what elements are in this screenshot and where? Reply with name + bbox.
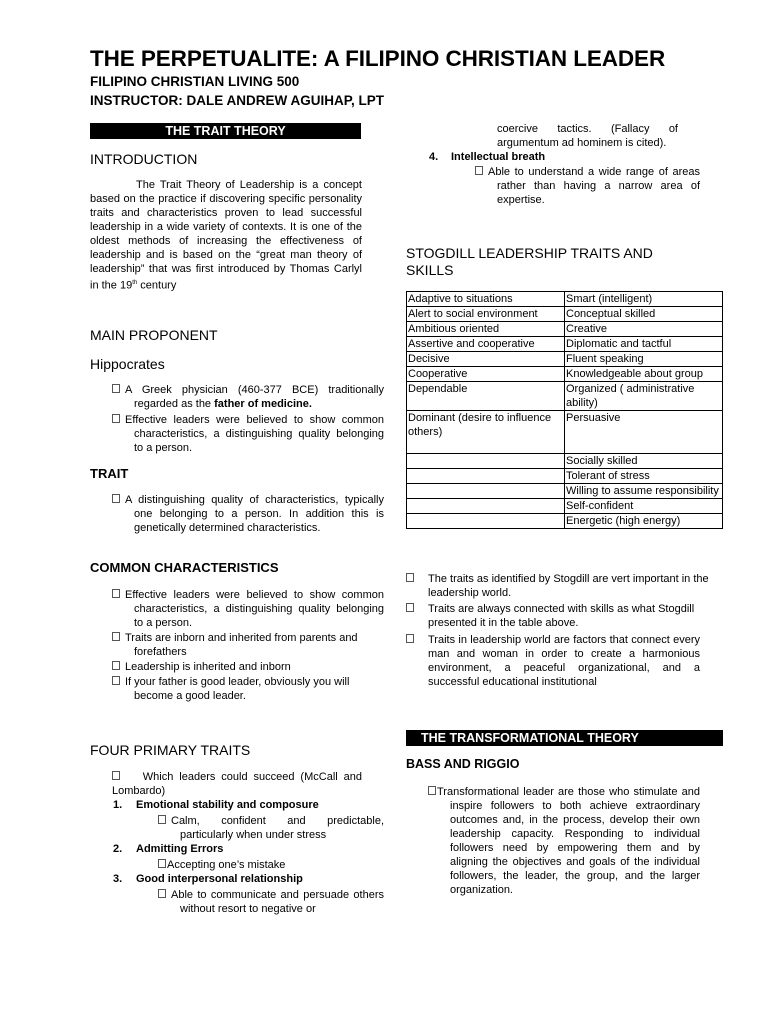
table-row: [407, 411, 723, 454]
table-row: [407, 484, 723, 499]
skill-cell: Creative: [565, 322, 723, 337]
skill-cell: Self-confident: [565, 499, 723, 514]
proponent-name: Hippocrates: [90, 356, 165, 372]
trait-3-bullet: Able to communicate and persuade others without resort to negative or: [158, 888, 384, 916]
table-row: [407, 367, 723, 382]
skill-cell: Energetic (high energy): [565, 514, 723, 529]
table-row: [407, 322, 723, 337]
common-characteristics-heading: COMMON CHARACTERISTICS: [90, 560, 279, 575]
proponent-bullet-1: A Greek physician (460-377 BCE) traditionally regarded as the father of medicine.: [112, 383, 384, 411]
main-proponent-heading: MAIN PROPONENT: [90, 327, 218, 343]
trait-1-bullet: Calm, confident and predictable, particularly when under stress: [158, 814, 384, 842]
bullet-box-icon: [112, 589, 120, 598]
trait-4-number: 4.: [429, 151, 439, 163]
trait-theory-banner: THE TRAIT THEORY: [90, 123, 361, 139]
table-row: [407, 352, 723, 367]
table-row: [407, 292, 723, 307]
bullet-box-icon: [406, 634, 414, 643]
document-title: THE PERPETUALITE: A FILIPINO CHRISTIAN LEADER: [90, 46, 666, 71]
trait-cell: [407, 454, 565, 469]
bass-and-riggio-heading: BASS AND RIGGIO: [406, 757, 520, 771]
stogdill-bullet-3: Traits in leadership world are factors that connect every man and woman in order to create a harmonious environment, a peaceful organizational, and a successful educational institutional: [406, 633, 700, 689]
table-row: [407, 499, 723, 514]
skill-cell: Diplomatic and tactful: [565, 337, 723, 352]
trait-3-number: 3.: [113, 873, 123, 885]
table-row: [407, 454, 723, 469]
four-traits-intro: Which leaders could succeed (McCall and Lombardo): [112, 771, 362, 797]
trait-cell: [407, 514, 565, 529]
bullet-box-icon: [112, 384, 120, 393]
common-bullet-4: If your father is good leader, obviously you will become a good leader.: [112, 675, 384, 703]
bullet-box-icon: [112, 676, 120, 685]
trait-1-number: 1.: [113, 799, 123, 811]
skill-cell: Willing to assume responsibility: [565, 484, 723, 499]
bullet-box-icon: [406, 573, 414, 582]
skill-cell: Conceptual skilled: [565, 307, 723, 322]
table-row: [407, 337, 723, 352]
skill-cell: Tolerant of stress: [565, 469, 723, 484]
bullet-box-icon: [112, 494, 120, 503]
trait-bullet: A distinguishing quality of characteristics, typically one belonging to a person. In addition this is genetically determined characteristics.: [112, 493, 384, 535]
common-bullet-3: Leadership is inherited and inborn: [112, 660, 384, 674]
bullet-box-icon: [406, 603, 414, 612]
stogdill-bullet-2: Traits are always connected with skills as what Stogdill presented it in the table above.: [406, 602, 744, 630]
bullet-box-icon: [158, 815, 166, 824]
transformational-theory-banner: THE TRANSFORMATIONAL THEORY: [406, 730, 723, 746]
skill-cell: Knowledgeable about group: [565, 367, 723, 382]
introduction-paragraph: The Trait Theory of Leadership is a concept based on the practice if discovering specific personality traits and characteristics proven to lead successful leadership in a wide variety of contexts. It is one of the oldest methods of increasing the effectiveness of leadership and is based on the “great man theory of leadership” that was first introduced by Thomas Carlyl in the 19th century: [90, 179, 362, 292]
table-row: [407, 307, 723, 322]
trait-2-title: Admitting Errors: [136, 843, 224, 855]
table-row: [407, 514, 723, 529]
instructor-name: INSTRUCTOR: DALE ANDREW AGUIHAP, LPT: [90, 93, 385, 108]
trait-1-title: Emotional stability and composure: [136, 799, 319, 811]
transformational-bullet: Transformational leader are those who stimulate and inspire followers to both achieve extraordinary outcomes and, in the process, develop their own leadership capacity. Responding to individual followers need by empowering them and by aligning the objectives and goals of the individual followers, the leader, the group, and the larger organization.: [428, 785, 700, 897]
trait-2-bullet: Accepting one’s mistake: [158, 858, 362, 872]
bullet-box-icon: [112, 771, 120, 780]
proponent-bullet-2: Effective leaders were believed to show common characteristics, a distinguishing quality belonging to a person.: [112, 413, 384, 455]
common-bullet-2: Traits are inborn and inherited from parents and forefathers: [112, 631, 384, 659]
bullet-box-icon: [112, 632, 120, 641]
bullet-box-icon: [158, 859, 166, 868]
common-bullet-1: Effective leaders were believed to show common characteristics, a distinguishing quality belonging to a person.: [112, 588, 384, 630]
trait-cell: Cooperative: [407, 367, 565, 382]
table-row: [407, 382, 723, 411]
trait-cell: Assertive and cooperative: [407, 337, 565, 352]
trait-3-title: Good interpersonal relationship: [136, 873, 303, 885]
trait-cell: [407, 499, 565, 514]
trait-cell: [407, 484, 565, 499]
trait-cell: Adaptive to situations: [407, 292, 565, 307]
introduction-heading: INTRODUCTION: [90, 151, 198, 167]
trait-cell: Decisive: [407, 352, 565, 367]
trait-2-number: 2.: [113, 843, 123, 855]
four-primary-traits-heading: FOUR PRIMARY TRAITS: [90, 742, 251, 758]
bullet-box-icon: [158, 889, 166, 898]
trait-3-bullet-continued: coercive tactics. (Fallacy of argumentum ad hominem is cited).: [497, 123, 678, 149]
trait-heading: TRAIT: [90, 466, 129, 481]
bullet-box-icon: [112, 661, 120, 670]
stogdill-traits-table: [406, 291, 723, 529]
trait-cell: [407, 469, 565, 484]
table-row: [407, 469, 723, 484]
bullet-box-icon: [428, 786, 436, 795]
stogdill-heading: STOGDILL LEADERSHIP TRAITS AND SKILLS: [406, 245, 653, 278]
trait-cell: Dominant (desire to influence others): [407, 411, 565, 454]
skill-cell: Organized ( administrative ability): [565, 382, 723, 411]
skill-cell: Smart (intelligent): [565, 292, 723, 307]
skill-cell: Socially skilled: [565, 454, 723, 469]
trait-4-bullet: Able to understand a wide range of areas rather than having a narrow area of expertise.: [475, 165, 700, 207]
trait-4-title: Intellectual breath: [451, 151, 546, 163]
course-name: FILIPINO CHRISTIAN LIVING 500: [90, 74, 300, 89]
trait-cell: Dependable: [407, 382, 565, 411]
skill-cell: Fluent speaking: [565, 352, 723, 367]
bullet-box-icon: [475, 166, 483, 175]
trait-cell: Alert to social environment: [407, 307, 565, 322]
trait-cell: Ambitious oriented: [407, 322, 565, 337]
bullet-box-icon: [112, 414, 120, 423]
stogdill-bullet-1: The traits as identified by Stogdill are vert important in the leadership world.: [406, 572, 744, 600]
skill-cell: Persuasive: [565, 411, 723, 454]
